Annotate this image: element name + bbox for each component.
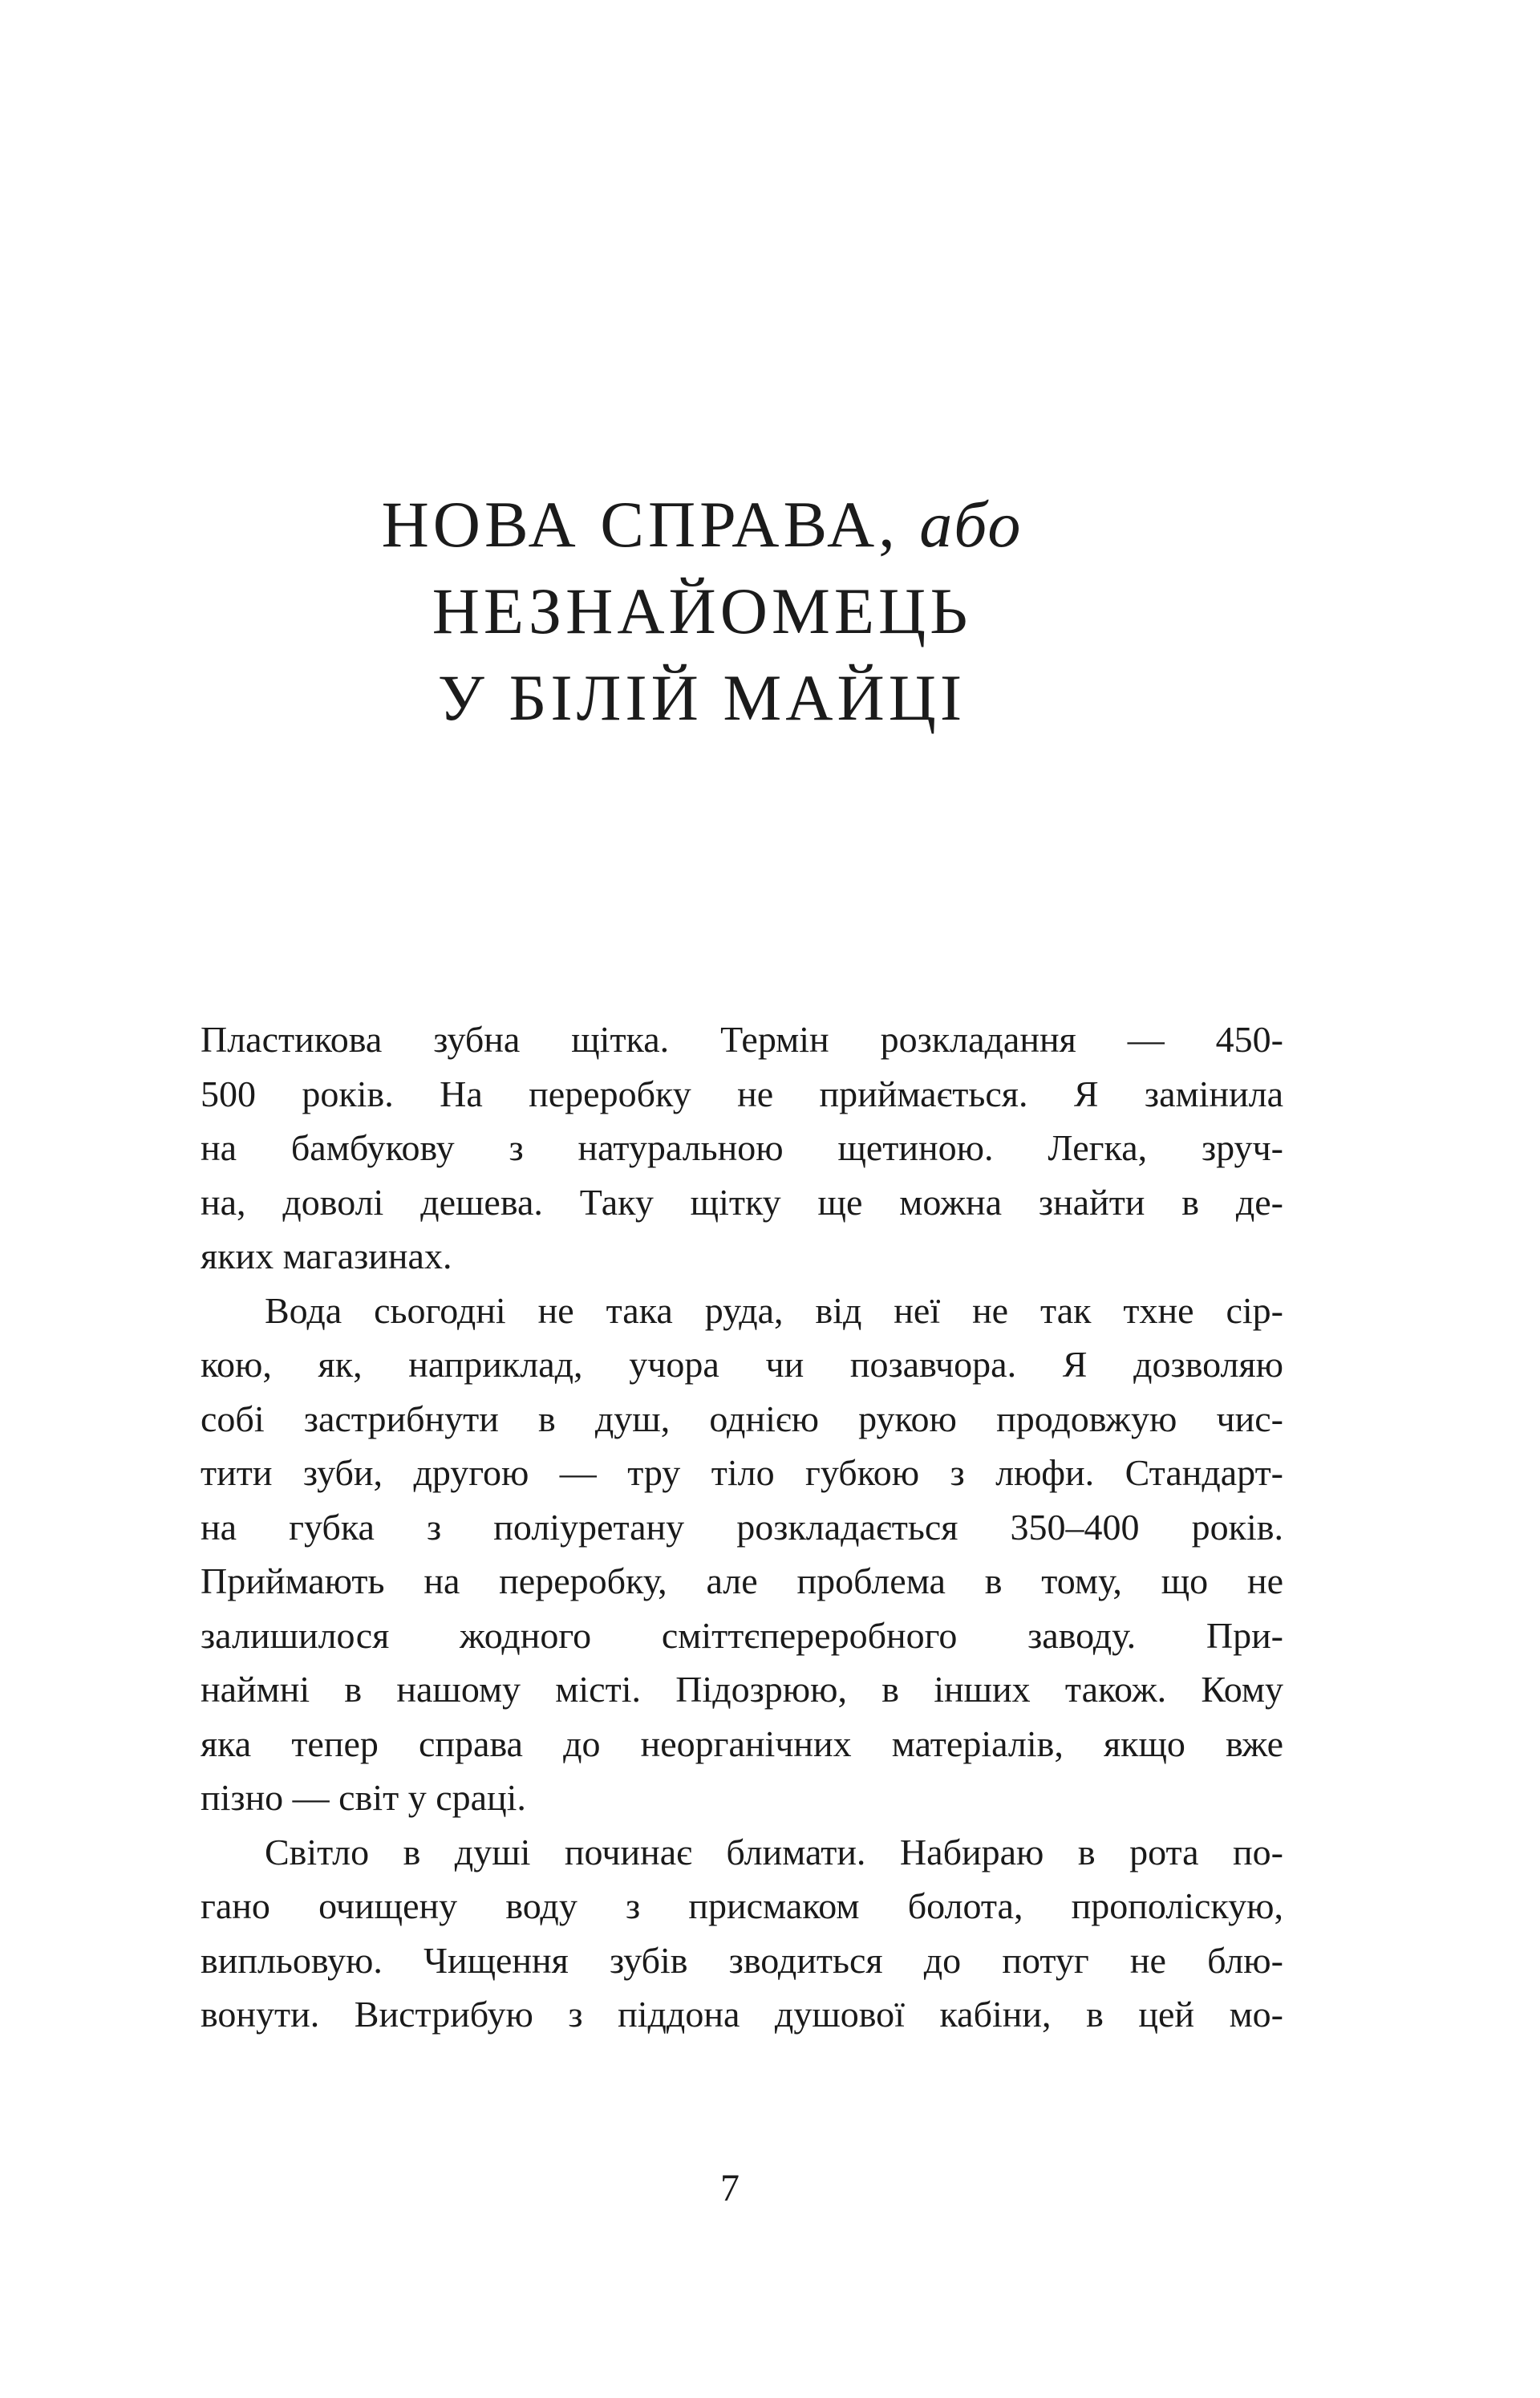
- text-line: Пластикова зубна щітка. Термін розкладання — 450-: [201, 1019, 1283, 1060]
- text-line: 500 років. На переробку не приймається. Я замінила: [201, 1073, 1283, 1114]
- text-line: пізно — світ у сраці.: [201, 1777, 526, 1818]
- chapter-title-line-1: [201, 481, 1203, 568]
- text-line: тити зуби, другою — тру тіло губкою з люфи. Стандарт-: [201, 1452, 1283, 1493]
- text-line: Вода сьогодні не така руда, від неї не так тхне сір-: [265, 1289, 1283, 1331]
- text-line: Приймають на переробку, але проблема в тому, що не: [201, 1560, 1283, 1601]
- text-line: на, доволі дешева. Таку щітку ще можна знайти в де-: [201, 1181, 1283, 1223]
- chapter-body-text: [201, 1012, 1283, 2042]
- paragraph-1: [201, 1012, 1283, 1284]
- chapter-title-line-2: НЕЗНАЙОМЕЦЬ: [432, 574, 972, 647]
- chapter-title-line-3: У БІЛІЙ МАЙЦІ: [437, 661, 967, 734]
- text-line: випльовую. Чищення зубів зводиться до потуг не блю-: [201, 1939, 1283, 1981]
- text-line: на губка з поліуретану розкладається 350–400 років.: [201, 1506, 1283, 1548]
- text-line: собі застрибнути в душ, однією рукою продовжую чис-: [201, 1398, 1283, 1439]
- text-line: кою, як, наприклад, учора чи позавчора. Я дозволяю: [201, 1344, 1283, 1385]
- text-line: наймні в нашому місті. Підозрюю, в інших також. Кому: [201, 1669, 1283, 1710]
- text-line: на бамбукову з натуральною щетиною. Легка, зруч-: [201, 1127, 1283, 1168]
- text-line: яких магазинах.: [201, 1236, 452, 1276]
- paragraph-2: [201, 1284, 1283, 1825]
- text-line: залишилося жодного сміттєпереробного заводу. При-: [201, 1614, 1283, 1656]
- chapter-title-caps: НОВА СПРАВА,: [381, 488, 899, 561]
- text-line: Світло в душі починає блимати. Набираю в рота по-: [265, 1831, 1283, 1873]
- paragraph-3: [201, 1825, 1283, 2042]
- text-line: гано очищену воду з присмаком болота, прополіскую,: [201, 1885, 1283, 1926]
- chapter-title: [201, 481, 1203, 741]
- chapter-title-italic-conjunction: або: [919, 488, 1023, 561]
- text-line: вонути. Вистрибую з піддона душової кабіни, в цей мо-: [201, 1994, 1283, 2035]
- text-line: яка тепер справа до неорганічних матеріалів, якщо вже: [201, 1722, 1283, 1764]
- page-number: 7: [720, 2167, 740, 2209]
